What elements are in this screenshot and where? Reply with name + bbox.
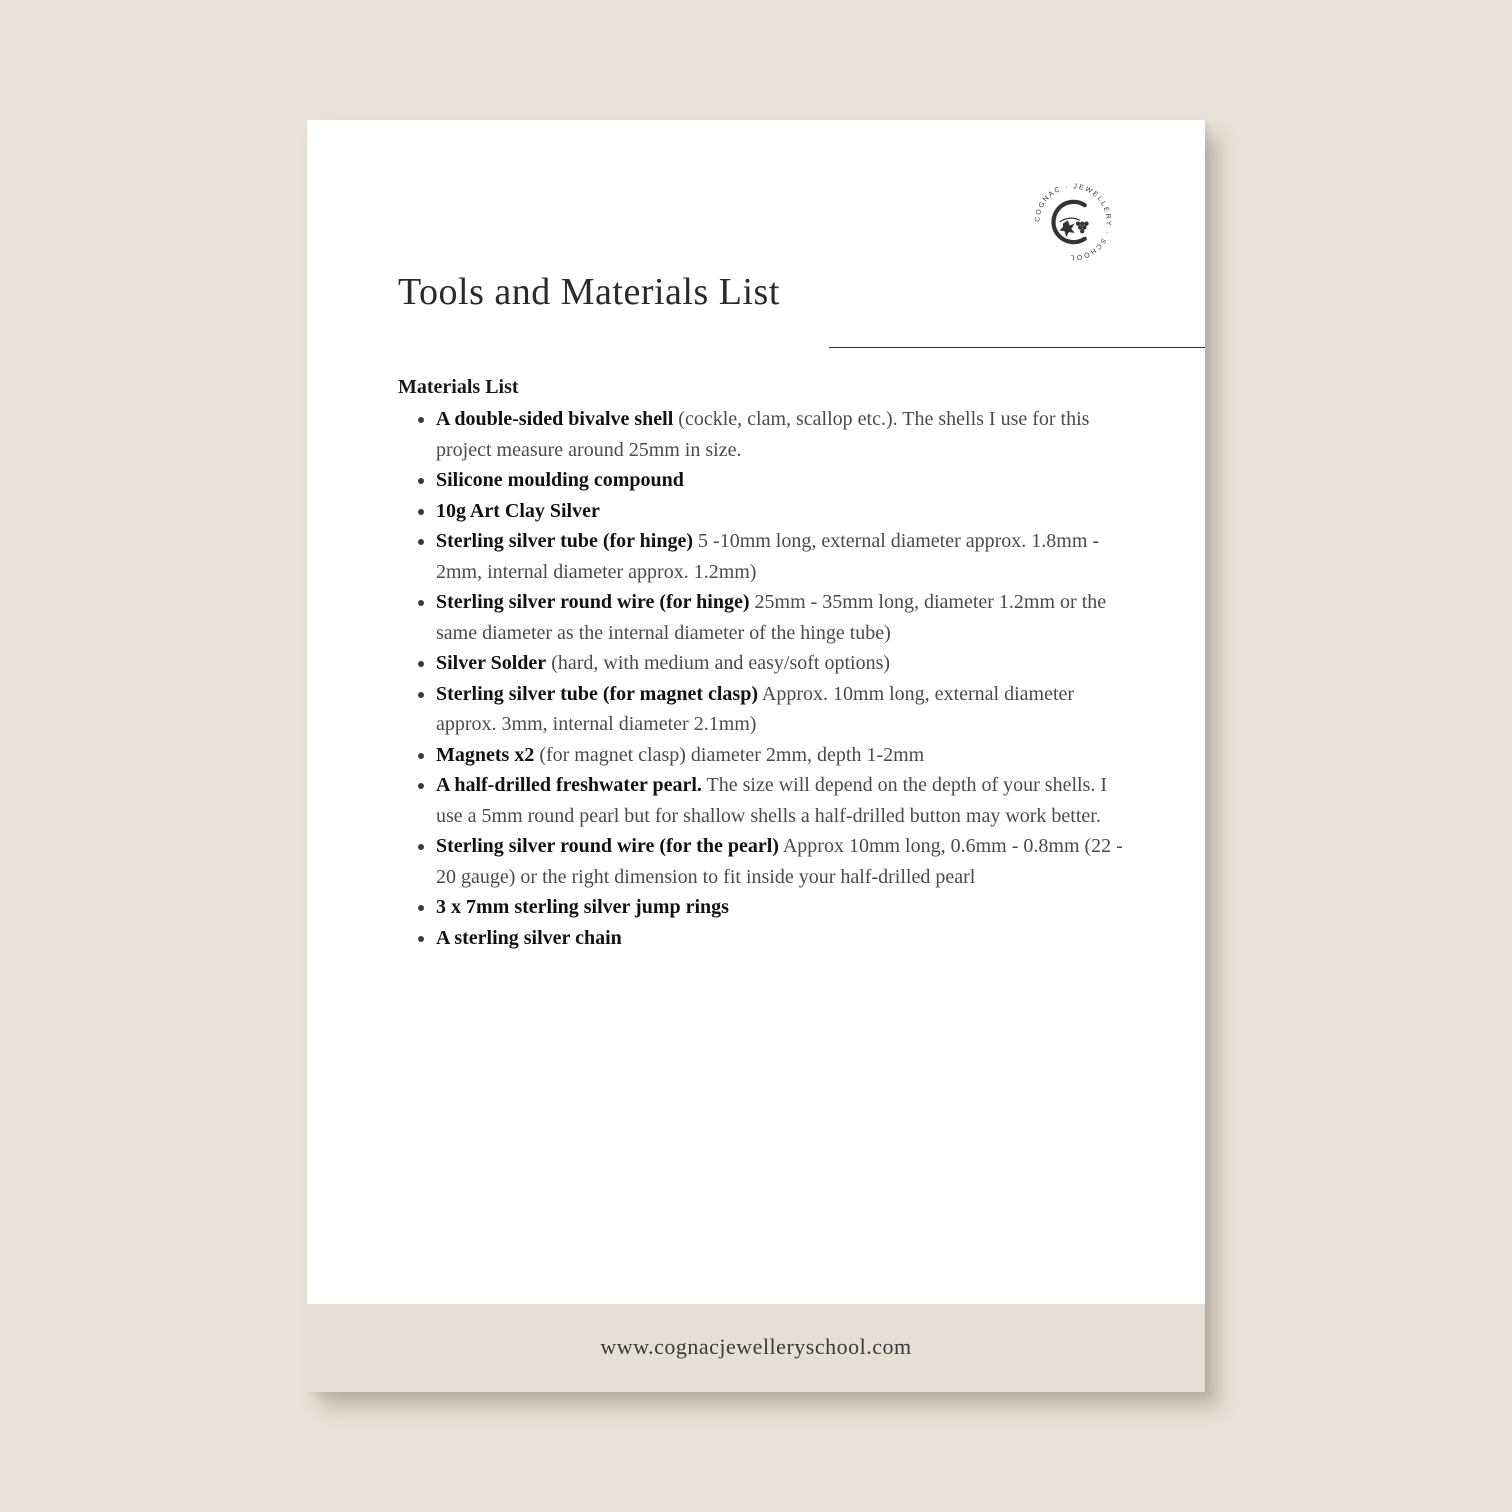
item-name: Silver Solder (436, 652, 547, 674)
logo-ring-text: COGNAC · JEWELLERY · SCHOOL (1034, 183, 1112, 261)
list-item (436, 679, 1128, 740)
item-name: Sterling silver round wire (for hinge) (436, 591, 750, 613)
grape-cluster-icon (1076, 221, 1089, 233)
item-name: 10g Art Clay Silver (436, 499, 600, 522)
item-name: Sterling silver tube (for magnet clasp) (436, 682, 759, 705)
item-name: Sterling silver tube (for hinge) (436, 530, 694, 552)
section-heading: Materials List (398, 376, 519, 398)
document-page (307, 120, 1205, 1392)
item-description: 25mm - 35mm long, diameter 1.2mm or the same diameter as the internal diameter of the hinge tube) (436, 591, 1107, 644)
item-name: A half-drilled freshwater pearl. (436, 774, 702, 796)
list-item (436, 770, 1128, 831)
item-description: The size will depend on the depth of your shells. I use a 5mm round pearl but for shallow shells a half-drilled button may work better. (436, 774, 1108, 827)
list-item (436, 831, 1128, 892)
list-item (436, 923, 1128, 954)
list-item (436, 404, 1128, 465)
item-description: Approx. 10mm long, external diameter approx. 3mm, internal diameter 2.1mm) (436, 682, 1075, 735)
footer-band (307, 1304, 1205, 1392)
list-item (436, 648, 1128, 679)
page-title: Tools and Materials List (398, 271, 780, 313)
list-item (436, 587, 1128, 648)
list-item (436, 740, 1128, 771)
item-description: Approx 10mm long, 0.6mm - 0.8mm (22 - 20 gauge) or the right dimension to fit inside your half-drilled pearl (436, 835, 1123, 888)
list-item (436, 526, 1128, 587)
list-item (436, 496, 1128, 527)
footer-website-url: www.cognacjewelleryschool.com (600, 1334, 912, 1359)
title-divider (829, 347, 1205, 348)
item-name: 3 x 7mm sterling silver jump rings (436, 896, 729, 918)
vine-leaf-icon (1060, 220, 1075, 237)
materials-list (398, 404, 1128, 953)
item-name: A double-sided bivalve shell (436, 408, 674, 430)
list-item (436, 465, 1128, 496)
materials-section (398, 372, 1128, 953)
logo-c-emblem-icon (1053, 202, 1084, 242)
item-description: (cockle, clam, scallop etc.). The shells I use for this project measure around 25mm in size. (436, 408, 1090, 461)
item-description: (hard, with medium and easy/soft options) (546, 652, 891, 674)
list-item (436, 892, 1128, 923)
item-name: Sterling silver round wire (for the pearl) (436, 835, 779, 857)
item-description: (for magnet clasp) diameter 2mm, depth 1-2mm (534, 743, 925, 766)
cognac-jewellery-school-logo (1031, 180, 1115, 264)
item-description: 5 -10mm long, external diameter approx. 1.8mm - 2mm, internal diameter approx. 1.2mm) (436, 530, 1100, 583)
item-name: A sterling silver chain (436, 926, 622, 949)
item-name: Silicone moulding compound (436, 469, 684, 491)
item-name: Magnets x2 (436, 743, 535, 766)
